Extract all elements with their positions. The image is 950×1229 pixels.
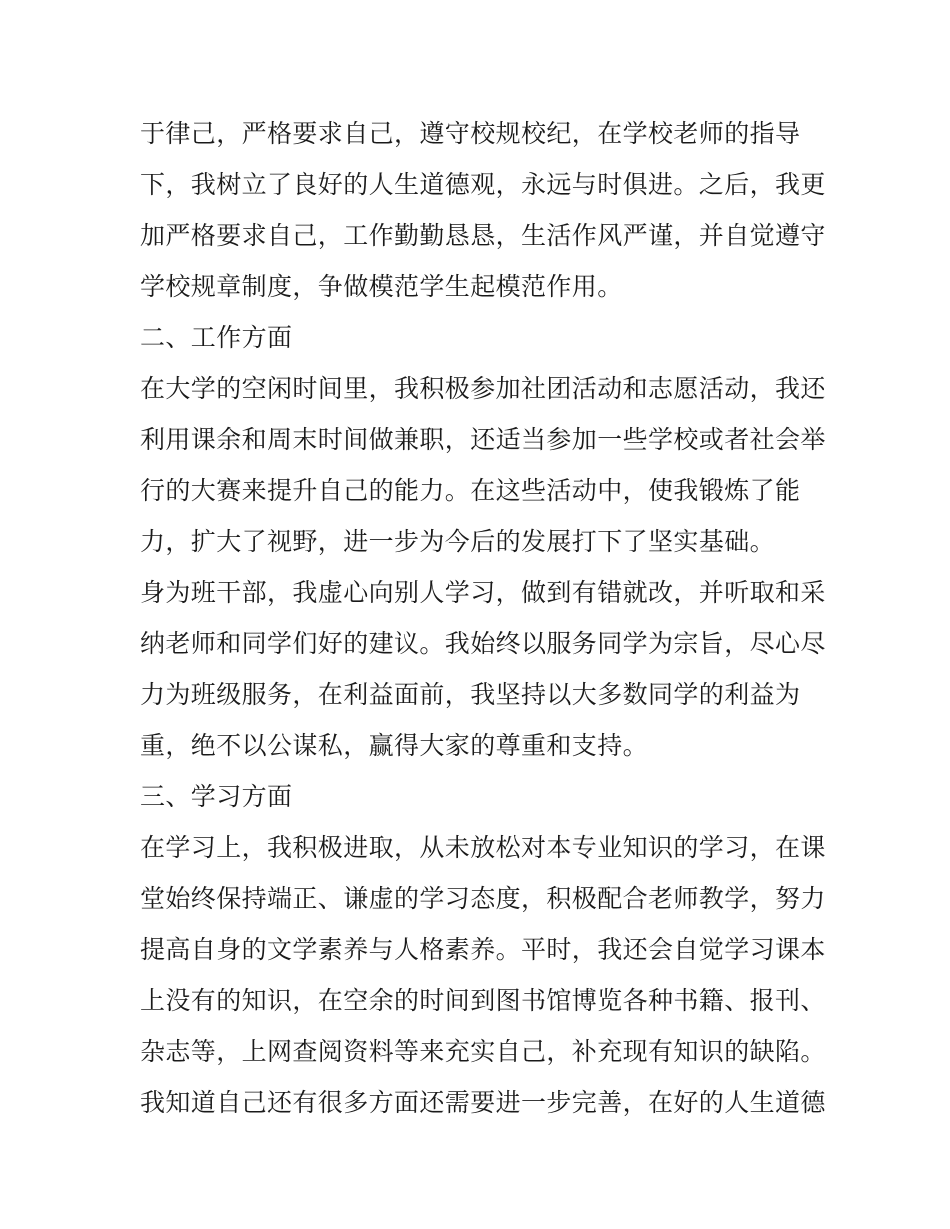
text-line: 身为班干部，我虚心向别人学习，做到有错就改，并听取和采 xyxy=(140,578,826,607)
text-line: 提高自身的文学素养与人格素养。平时，我还会自觉学习课本 xyxy=(140,935,826,964)
document-body xyxy=(140,108,830,1128)
section-heading-work: 二、工作方面 xyxy=(140,323,293,352)
text-line: 重，绝不以公谋私，赢得大家的尊重和支持。 xyxy=(140,731,649,760)
text-line: 行的大赛来提升自己的能力。在这些活动中，使我锻炼了能 xyxy=(140,476,801,505)
text-line: 纳老师和同学们好的建议。我始终以服务同学为宗旨，尽心尽 xyxy=(140,629,826,658)
text-line: 我知道自己还有很多方面还需要进一步完善，在好的人生道德 xyxy=(140,1088,826,1117)
text-line: 在大学的空闲时间里，我积极参加社团活动和志愿活动，我还 xyxy=(140,374,826,403)
text-line: 于律己，严格要求自己，遵守校规校纪，在学校老师的指导 xyxy=(140,119,801,148)
text-line: 在学习上，我积极进取，从未放松对本专业知识的学习，在课 xyxy=(140,833,826,862)
text-line: 杂志等，上网查阅资料等来充实自己，补充现有知识的缺陷。 xyxy=(140,1037,826,1066)
text-line: 力为班级服务，在利益面前，我坚持以大多数同学的利益为 xyxy=(140,680,801,709)
text-line: 力，扩大了视野，进一步为今后的发展打下了坚实基础。 xyxy=(140,527,776,556)
text-line: 下，我树立了良好的人生道德观，永远与时俱进。之后，我更 xyxy=(140,170,826,199)
text-line: 堂始终保持端正、谦虚的学习态度，积极配合老师教学，努力 xyxy=(140,884,826,913)
text-line: 加严格要求自己，工作勤勤恳恳，生活作风严谨，并自觉遵守 xyxy=(140,221,826,250)
text-line: 上没有的知识，在空余的时间到图书馆博览各种书籍、报刊、 xyxy=(140,986,826,1015)
section-heading-study: 三、学习方面 xyxy=(140,782,293,811)
text-line: 利用课余和周末时间做兼职，还适当参加一些学校或者社会举 xyxy=(140,425,826,454)
text-line: 学校规章制度，争做模范学生起模范作用。 xyxy=(140,272,623,301)
